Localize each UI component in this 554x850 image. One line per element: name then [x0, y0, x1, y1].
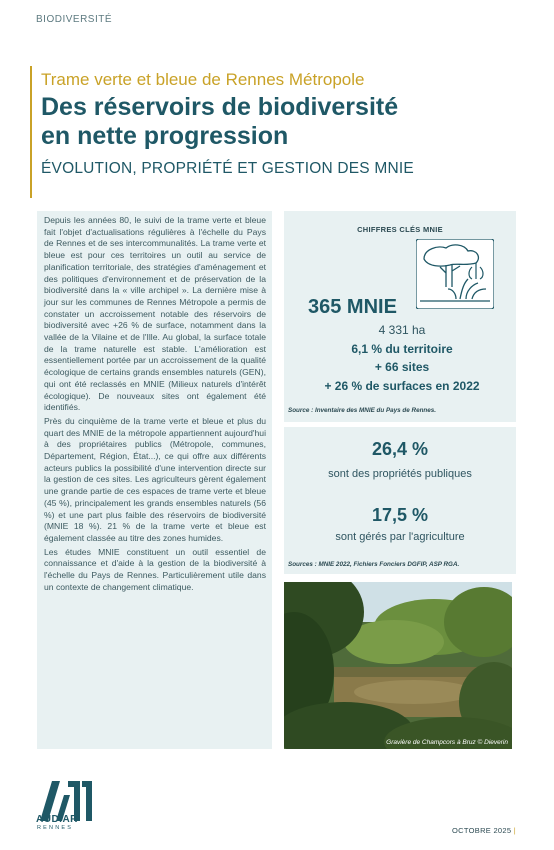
body-text-panel: [37, 211, 272, 749]
mnie-surface-growth: + 26 % de surfaces en 2022: [324, 379, 480, 393]
article-header: [30, 66, 520, 198]
logo-subtitle: RENNES: [37, 825, 74, 831]
logo-name: AUDIAR: [36, 814, 78, 825]
key-figures-title: CHIFFRES CLÉS MNIE: [357, 225, 443, 234]
agriculture-label: sont gérés par l'agriculture: [335, 531, 465, 543]
ownership-card: [284, 427, 516, 574]
mnie-count: 365 MNIE: [308, 296, 397, 318]
footer-date: [452, 826, 516, 835]
footer-date-text: OCTOBRE 2025: [452, 826, 512, 835]
body-paragraph: Près du cinquième de la trame verte et bleue et plus du quart des MNIE de la métropole appartiennent aujourd'hui à des propriétaires publics (Métropole, communes, Département, Région, État...), ce qui offre aux différents acteurs publics la possibilité d'une intervention directe sur la gestion de ces sites. Les agriculteurs gèrent également une grande partie de ces espaces de trame verte et bleue (45 %), principalement les grands ensembles naturels (56 %) et une part plus faible des réservoirs de biodiversité (MNIE 18 %). 21 % de la trame verte et bleue est également classée au titre des zones humides.: [44, 415, 266, 543]
public-ownership-percent: 26,4 %: [371, 439, 429, 459]
key-figures-card: [284, 211, 516, 422]
article-title: [41, 93, 520, 151]
mnie-new-sites: + 66 sites: [374, 360, 430, 374]
ownership-source: Sources : MNIE 2022, Fichiers Fonciers DGFIP, ASP RGA.: [288, 561, 460, 568]
title-line-1: Des réservoirs de biodiversité: [41, 93, 399, 121]
photo-caption: Gravière de Champcors à Bruz © Dieverin: [386, 739, 508, 746]
public-ownership-label: sont des propriétés publiques: [328, 468, 472, 480]
key-figures-source: Source : Inventaire des MNIE du Pays de Rennes.: [288, 407, 437, 414]
tree-illustration-icon: [416, 239, 494, 309]
article-kicker: Trame verte et bleue de Rennes Métropole: [41, 70, 365, 89]
lake-photo: [284, 582, 512, 749]
agriculture-percent: 17,5 %: [371, 505, 429, 525]
article-subtitle: ÉVOLUTION, PROPRIÉTÉ ET GESTION DES MNIE: [41, 160, 414, 177]
mnie-territory-share: 6,1 % du territoire: [351, 342, 453, 356]
footer-separator: |: [513, 826, 516, 835]
body-paragraph: Depuis les années 80, le suivi de la trame verte et bleue fait l'objet d'actualisations régulières à l'échelle du Pays de Rennes et de ses intercommunalités. La trame verte et bleue est pour ces territoires un outil au service de planification territoriale, des stratégies d'aménagement et des politiques d'environnement et de préservation de la biodiversité dans la « ville archipel ». La dernière mise à jour sur les communes de Rennes Métropole a permis de constater un accroissement notable des réservoirs de biodiversité avec +26 % de surface, notamment dans la vallée de la Vilaine et de l'Ille. Au global, la surface totale de la trame naturelle est stable. L'amélioration est essentiellement portée par un accroissement de la qualité écologique de certains grands ensembles naturels (GEN), qui ont été reclassés en MNIE (Milieux naturels d'intérêt écologique). De nouveaux sites ont également été identifiés.: [44, 215, 266, 413]
section-tag: BIODIVERSITÉ: [36, 14, 113, 25]
mnie-area: 4 331 ha: [378, 323, 426, 337]
title-line-2: en nette progression: [41, 122, 289, 150]
lake-photo-image: [284, 582, 512, 749]
body-paragraph: Les études MNIE constituent un outil essentiel de connaissance et d'aide à la gestion de la biodiversité à l'échelle du Pays de Rennes. Particulièrement utile dans un contexte de changement climatique.: [44, 546, 266, 592]
